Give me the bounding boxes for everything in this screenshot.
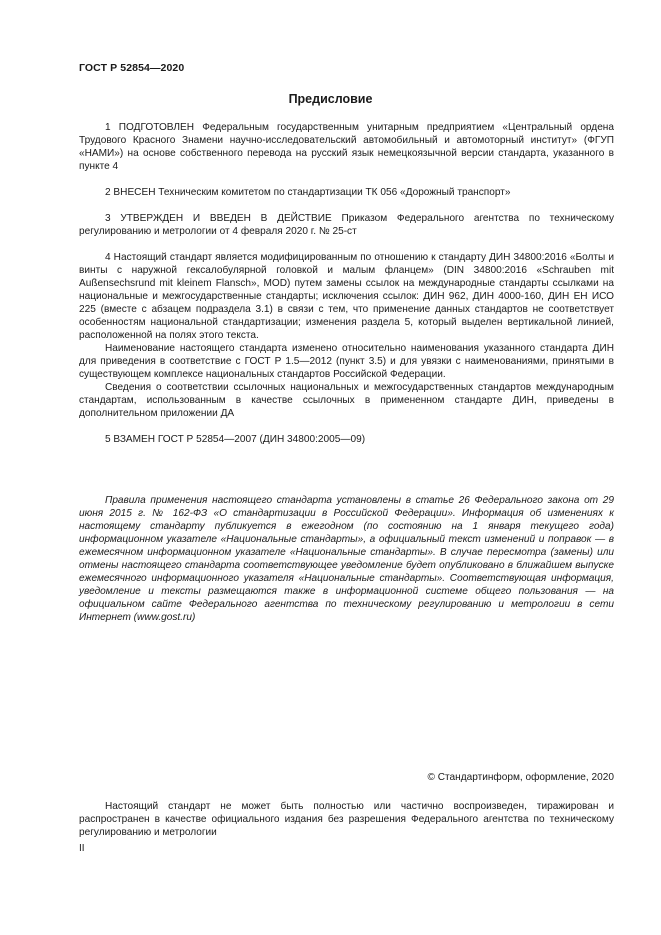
paragraph-approved: 3 УТВЕРЖДЕН И ВВЕДЕН В ДЕЙСТВИЕ Приказом Федерального агентства по техническому регулированию и метрологии от 4 февраля 2020 г. № 25-ст xyxy=(79,213,614,237)
section-title: Предисловие xyxy=(288,92,373,106)
foreword-body xyxy=(79,121,614,446)
paragraph-references-info: Сведения о соответствии ссылочных национальных и межгосударственных стандартов международным стандартам, использованным в качестве ссылочных в примененном стандарте ДИН, приведены в дополнительном приложении ДА xyxy=(79,382,614,419)
copyright-line: © Стандартинформ, оформление, 2020 xyxy=(427,772,614,783)
note-text: Правила применения настоящего стандарта установлены в статье 26 Федерального закона от 29 июня 2015 г. № 162-ФЗ «О стандартизации в Российской Федерации». Информация об изменениях к настоящему стандарту публикуется в ежегодном (по состоянию на 1 января текущего года) информационном указателе «Национальные стандарты», а официальный текст изменений и поправок — в ежемесячном информационном указателе «Национальные стандарты». В случае пересмотра (замены) или отмены настоящего стандарта соответствующее уведомление будет опубликовано в ближайшем выпуске ежемесячного информационного указателя «Национальные стандарты». Соответствующая информация, уведомление и тексты размещаются также в информационной системе общего пользования — на официальном сайте Федерального агентства по техническому регулированию и метрологии в сети Интернет (www.gost.ru) xyxy=(79,495,614,623)
paragraph-name-change: Наименование настоящего стандарта изменено относительно наименования указанного стандарта ДИН для приведения в соответствие с ГОСТ Р 1.5—2012 (пункт 3.5) и для увязки с наименованиями, принятыми в существующем комплексе национальных стандартов Российской Федерации. xyxy=(79,343,614,380)
standard-code-header: ГОСТ Р 52854—2020 xyxy=(79,62,185,74)
page-number: II xyxy=(79,843,85,854)
paragraph-modification: 4 Настоящий стандарт является модифицированным по отношению к стандарту ДИН 34800:2016 «Болты и винты с наружной гексалобулярной головкой и малым фланцем» (DIN 34800:2016 «Schrauben mit Außensechsrund mit kleinem Flansch», MOD) путем замены ссылок на международные стандарты ссылками на национальные и межгосударственные стандарты; исключения ссылок: ДИН 962, ДИН 4000-160, ДИН ЕН ИСО 225 (вместе с абзацем подраздела 3.1) в связи с тем, что применение данных стандартов не соответствует особенностям национальной стандартизации; изменения раздела 5, который выделен вертикальной линией, расположенной на полях этого текста. xyxy=(79,252,614,341)
paragraph-introduced-by: 2 ВНЕСЕН Техническим комитетом по стандартизации ТК 056 «Дорожный транспорт» xyxy=(105,187,511,198)
reproduction-notice-text: Настоящий стандарт не может быть полностью или частично воспроизведен, тиражирован и распространен в качестве официального издания без разрешения Федерального агентства по техническому регулированию и метрологии xyxy=(79,801,614,838)
paragraph-replaces: 5 ВЗАМЕН ГОСТ Р 52854—2007 (ДИН 34800:2005—09) xyxy=(105,434,366,445)
reproduction-notice xyxy=(79,800,614,839)
paragraph-prepared-by: 1 ПОДГОТОВЛЕН Федеральным государственным унитарным предприятием «Центральный ордена Трудового Красного Знамени научно-исследовательский автомобильный и автомоторный институт» (ФГУП «НАМИ») на основе собственного перевода на русский язык немецкоязычной версии стандарта, указанного в пункте 4 xyxy=(79,122,614,172)
application-rules-note xyxy=(79,494,614,624)
